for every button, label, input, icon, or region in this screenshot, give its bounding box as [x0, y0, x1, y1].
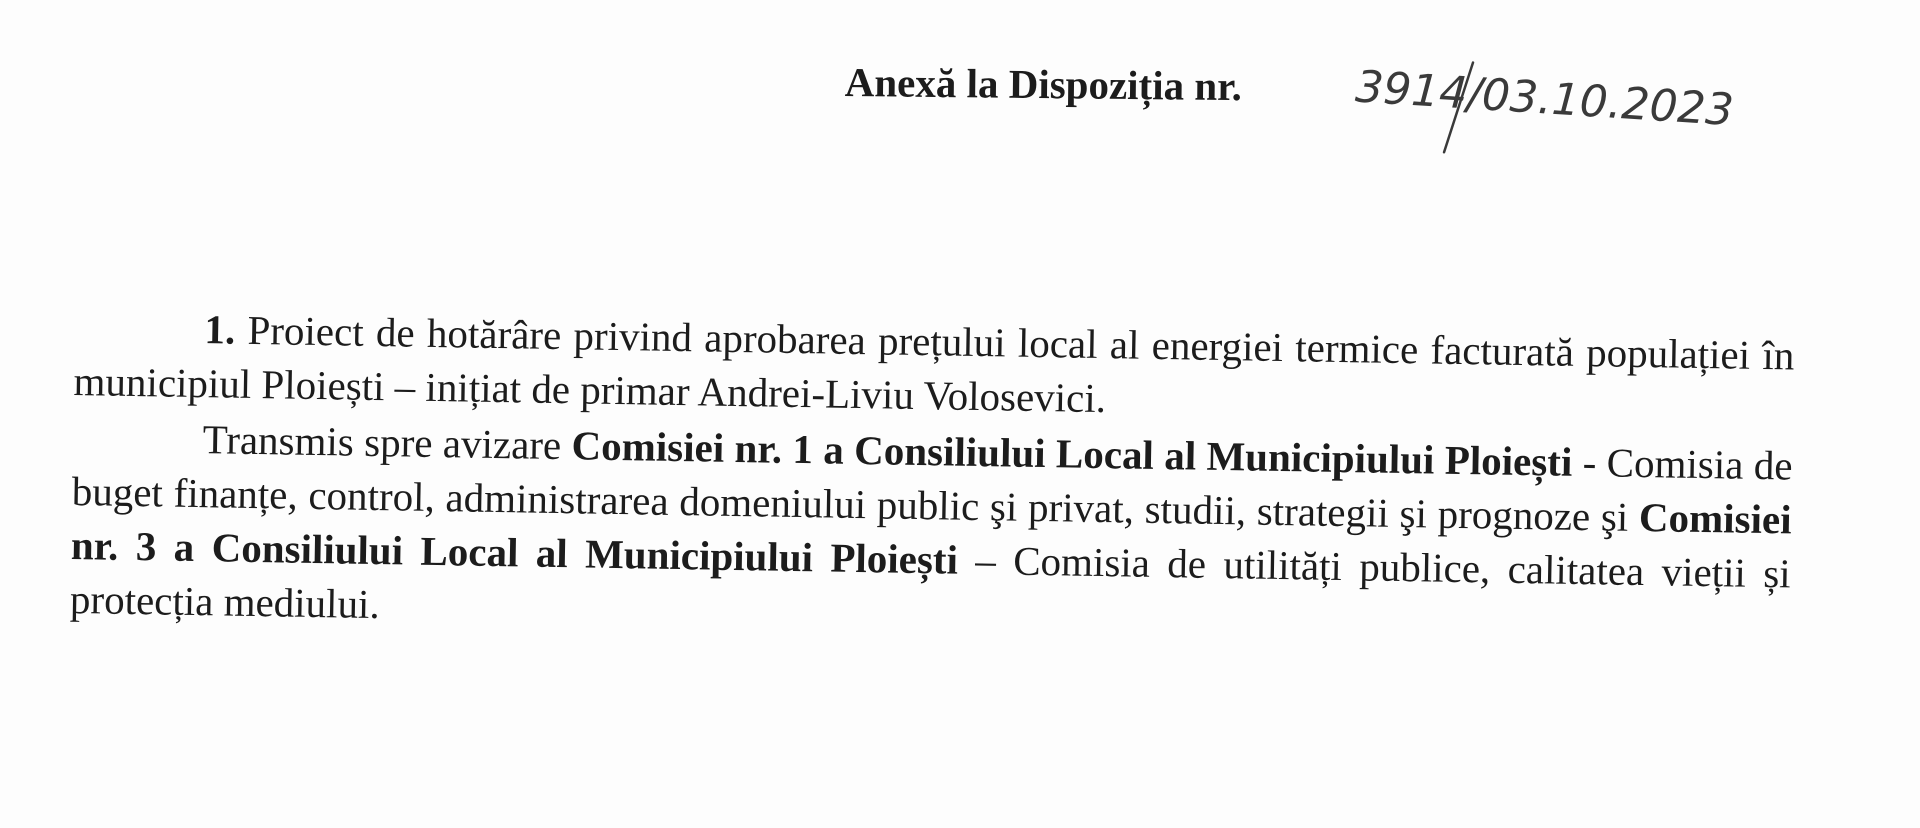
- paragraph-2-intro: Transmis spre avizare: [202, 416, 573, 469]
- document-body: [70, 300, 1795, 656]
- annex-title: Anexă la Dispoziția nr.: [844, 58, 1243, 110]
- commission-1-name: Comisiei nr. 1 a Consiliului Local al Municipiului Ploiești: [571, 422, 1573, 485]
- commission-3-name: Comisiei nr. 3 a Consiliului Local al Municipiului Ploiești: [70, 493, 1792, 583]
- handwritten-number: 3914/03.10.2023: [1353, 61, 1736, 137]
- commission-1-description: - Comisia de buget finanțe, control, administrarea domeniului public şi privat, studii, strategii şi prognoze şi: [71, 438, 1793, 540]
- annex-header: [844, 58, 1845, 148]
- handwritten-annotation: [1344, 39, 1736, 162]
- commission-3-description: – Comisia de utilități publice, calitatea vieții și protecția mediului.: [69, 536, 1792, 628]
- paragraph-2: [70, 410, 1793, 654]
- paragraph-1-text: Proiect de hotărâre privind aprobarea prețului local al energiei termice facturată populației în municipiul Ploiești – inițiat de primar Andrei-Liviu Volosevici.: [73, 306, 1795, 422]
- paragraph-number: 1.: [204, 306, 236, 353]
